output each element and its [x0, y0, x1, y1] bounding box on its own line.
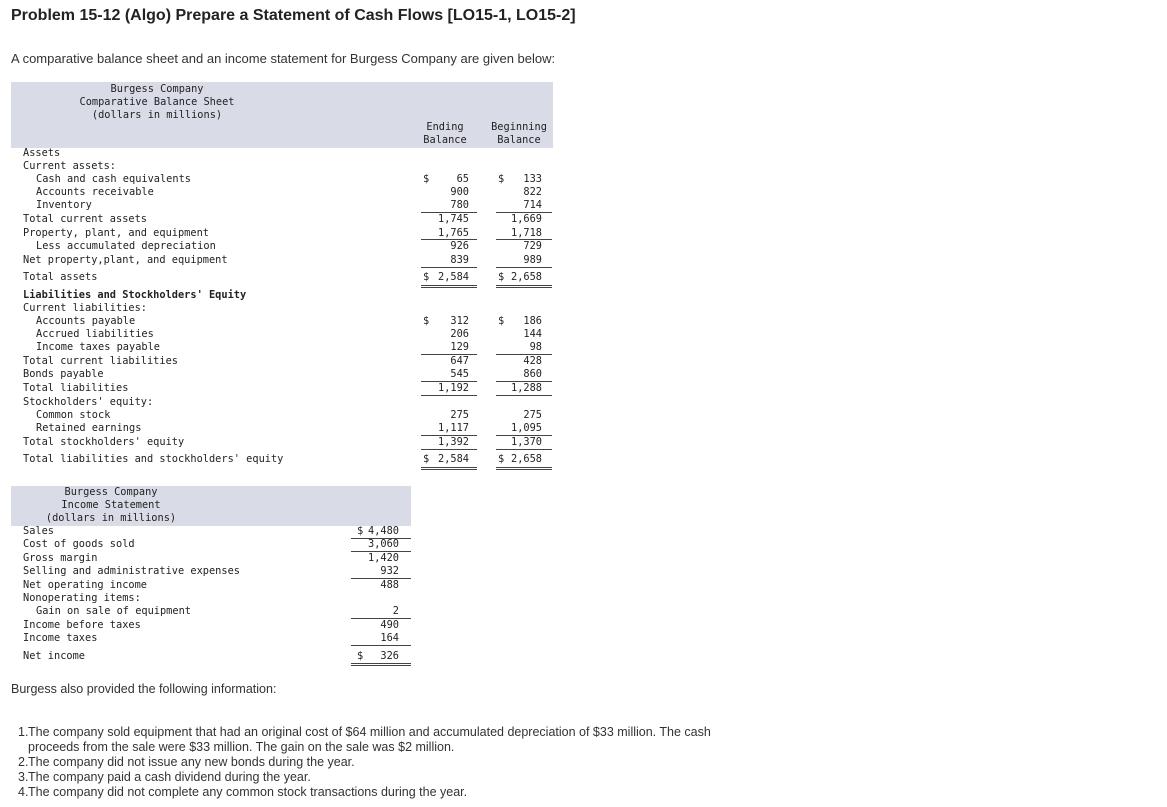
item-text: The company did not issue any new bonds during the year. [28, 755, 355, 769]
row-value: 1,420 [368, 552, 399, 564]
ending-value: 839 [450, 254, 469, 266]
divider [421, 212, 477, 213]
list-item [18, 770, 711, 785]
row-label: Net operating income [23, 579, 147, 591]
table-row [11, 552, 411, 565]
table-row [11, 592, 411, 605]
row-label: Stockholders' equity: [23, 396, 154, 408]
income-statement [11, 486, 411, 666]
ending-value: 129 [450, 341, 469, 353]
row-label: Accrued liabilities [36, 328, 154, 340]
ending-value: 1,392 [438, 436, 469, 448]
row-label: Selling and administrative expenses [23, 565, 240, 577]
row-label: Total assets [23, 271, 98, 283]
row-label: Bonds payable [23, 368, 104, 380]
row-label: Nonoperating items: [23, 592, 141, 604]
list-item [18, 755, 711, 770]
table-row [11, 186, 553, 199]
divider [496, 435, 552, 436]
ending-value: $ 65 [423, 173, 469, 185]
additional-info-list [18, 725, 711, 800]
ending-balance-header [415, 121, 475, 147]
list-item [18, 725, 711, 755]
table-row [11, 396, 553, 409]
table-row [11, 315, 553, 328]
divider [421, 395, 477, 396]
row-label: Liabilities and Stockholders' Equity [23, 289, 247, 301]
beginning-value: 714 [523, 199, 542, 211]
beginning-value: 428 [523, 355, 542, 367]
beginning-value: $ 2,658 [498, 453, 542, 465]
ending-value: $ 2,584 [423, 271, 469, 283]
divider [421, 267, 477, 268]
table-row [11, 271, 553, 284]
beginning-value: 1,288 [511, 382, 542, 394]
is-title-block [11, 486, 411, 525]
row-label: Current liabilities: [23, 302, 147, 314]
row-value: $ 4,480 [357, 525, 399, 537]
row-label: Net income [23, 650, 85, 662]
table-row [11, 240, 553, 253]
additional-info-heading: Burgess also provided the following information: [11, 682, 277, 696]
table-row [11, 147, 553, 160]
table-row [11, 341, 553, 354]
dollar-sign: $ [423, 271, 430, 283]
dollar-sign: $ [498, 315, 505, 327]
ending-value: 545 [450, 368, 469, 380]
table-row [11, 650, 411, 663]
dollar-sign: $ [357, 525, 364, 537]
balance-sheet-title [11, 82, 553, 122]
double-rule [421, 467, 477, 470]
row-label: Retained earnings [36, 422, 142, 434]
divider [421, 354, 477, 355]
divider [351, 645, 411, 646]
row-label: Total current assets [23, 213, 147, 225]
item-text-cont: proceeds from the sale were $33 million. The gain on the sale was $2 million. [28, 740, 455, 754]
beginning-value: 729 [523, 240, 542, 252]
dollar-sign: $ [498, 173, 505, 185]
row-label: Total stockholders' equity [23, 436, 185, 448]
table-row [11, 213, 553, 226]
table-row [11, 254, 553, 267]
dollar-sign: $ [498, 271, 505, 283]
table-row [11, 565, 411, 578]
table-row [11, 289, 553, 302]
row-label: Gross margin [23, 552, 98, 564]
row-label: Less accumulated depreciation [36, 240, 216, 252]
item-number: 1. [18, 725, 29, 739]
row-label: Income taxes [23, 632, 98, 644]
statement-name: Income Statement [61, 499, 161, 511]
table-row [11, 409, 553, 422]
divider [421, 239, 477, 240]
ending-value: 1,192 [438, 382, 469, 394]
beginning-value: 98 [529, 341, 542, 353]
divider [496, 212, 552, 213]
row-label: Accounts payable [36, 315, 136, 327]
divider [351, 618, 411, 619]
units-note: (dollars in millions) [45, 512, 177, 524]
row-value: 490 [380, 619, 399, 631]
row-label: Sales [23, 525, 54, 537]
beginning-value: 144 [523, 328, 542, 340]
divider [351, 578, 411, 579]
double-rule [351, 663, 411, 666]
double-rule [421, 285, 477, 288]
table-row [11, 199, 553, 212]
row-value: 2 [392, 605, 399, 617]
divider [421, 449, 477, 450]
ending-value: 206 [450, 328, 469, 340]
item-text: The company did not complete any common stock transactions during the year. [28, 785, 468, 799]
divider [421, 435, 477, 436]
ending-value: 780 [450, 199, 469, 211]
balance-sheet [11, 82, 553, 472]
beginning-value: 1,718 [511, 227, 542, 239]
row-label: Income before taxes [23, 619, 141, 631]
beginning-value: $ 133 [498, 173, 542, 185]
divider [496, 381, 552, 382]
divider [496, 395, 552, 396]
row-label: Common stock [36, 409, 111, 421]
ending-value: 926 [450, 240, 469, 252]
divider [351, 551, 411, 552]
table-row [11, 632, 411, 645]
beginning-value: 275 [523, 409, 542, 421]
table-row [11, 436, 553, 449]
row-label: Total liabilities [23, 382, 129, 394]
item-text: The company paid a cash dividend during the year. [28, 770, 311, 784]
ending-value: 1,745 [438, 213, 469, 225]
row-label: Assets [23, 147, 61, 159]
table-row [11, 579, 411, 592]
dollar-sign: $ [423, 453, 430, 465]
row-label: Current assets: [23, 160, 116, 172]
row-label: Property, plant, and equipment [23, 227, 209, 239]
dollar-sign: $ [423, 315, 430, 327]
ending-header-line1: Ending [426, 121, 464, 133]
table-row [11, 328, 553, 341]
dollar-sign: $ [498, 453, 505, 465]
table-row [11, 605, 411, 618]
table-row [11, 368, 553, 381]
dollar-sign: $ [423, 173, 430, 185]
company-name: Burgess Company [110, 83, 204, 95]
table-row [11, 453, 553, 466]
ending-value: 1,765 [438, 227, 469, 239]
double-rule [496, 285, 552, 288]
list-item [18, 785, 711, 800]
table-row [11, 355, 553, 368]
divider [351, 538, 411, 539]
beginning-value: 860 [523, 368, 542, 380]
ending-value: 1,117 [438, 422, 469, 434]
divider [496, 354, 552, 355]
page-title: Problem 15-12 (Algo) Prepare a Statement of Cash Flows [LO15-1, LO15-2] [11, 7, 576, 24]
row-label: Income taxes payable [36, 341, 160, 353]
divider [496, 239, 552, 240]
beginning-value: 1,669 [511, 213, 542, 225]
ending-value: 647 [450, 355, 469, 367]
beginning-balance-header [483, 121, 555, 147]
item-number: 4. [18, 785, 29, 799]
row-value: 932 [380, 565, 399, 577]
beginning-value: $ 186 [498, 315, 542, 327]
item-number: 3. [18, 770, 29, 784]
row-value: 3,060 [368, 538, 399, 550]
beginning-value: 1,370 [511, 436, 542, 448]
row-label: Cash and cash equivalents [36, 173, 191, 185]
divider [496, 267, 552, 268]
beginning-header-line1: Beginning [491, 121, 547, 133]
beginning-value: $ 2,658 [498, 271, 542, 283]
beginning-value: 1,095 [511, 422, 542, 434]
row-label: Inventory [36, 199, 92, 211]
company-name: Burgess Company [64, 486, 158, 498]
divider [421, 381, 477, 382]
ending-value: 900 [450, 186, 469, 198]
table-row [11, 302, 553, 315]
ending-value: $ 2,584 [423, 453, 469, 465]
row-value: 488 [380, 579, 399, 591]
table-row [11, 382, 553, 395]
table-row [11, 422, 553, 435]
row-value: 164 [380, 632, 399, 644]
double-rule [496, 467, 552, 470]
row-label: Cost of goods sold [23, 538, 135, 550]
beginning-value: 822 [523, 186, 542, 198]
dollar-sign: $ [357, 650, 364, 662]
table-row [11, 525, 411, 538]
table-row [11, 538, 411, 551]
item-number: 2. [18, 755, 29, 769]
statement-name: Comparative Balance Sheet [79, 96, 235, 108]
table-row [11, 173, 553, 186]
table-row [11, 619, 411, 632]
row-label: Gain on sale of equipment [36, 605, 191, 617]
intro-text: A comparative balance sheet and an income statement for Burgess Company are given below: [11, 51, 556, 66]
table-row [11, 160, 553, 173]
divider [496, 449, 552, 450]
beginning-header-line2: Balance [497, 134, 541, 146]
units-note: (dollars in millions) [91, 109, 223, 121]
row-label: Net property,plant, and equipment [23, 254, 228, 266]
row-label: Total liabilities and stockholders' equity [23, 453, 284, 465]
row-label: Accounts receivable [36, 186, 154, 198]
item-text: The company sold equipment that had an original cost of $64 million and accumulated depreciation of $33 million. The cash [28, 725, 711, 739]
ending-value: $ 312 [423, 315, 469, 327]
row-label: Total current liabilities [23, 355, 178, 367]
ending-header-line2: Balance [423, 134, 467, 146]
row-value: $ 326 [357, 650, 399, 662]
ending-value: 275 [450, 409, 469, 421]
beginning-value: 989 [523, 254, 542, 266]
